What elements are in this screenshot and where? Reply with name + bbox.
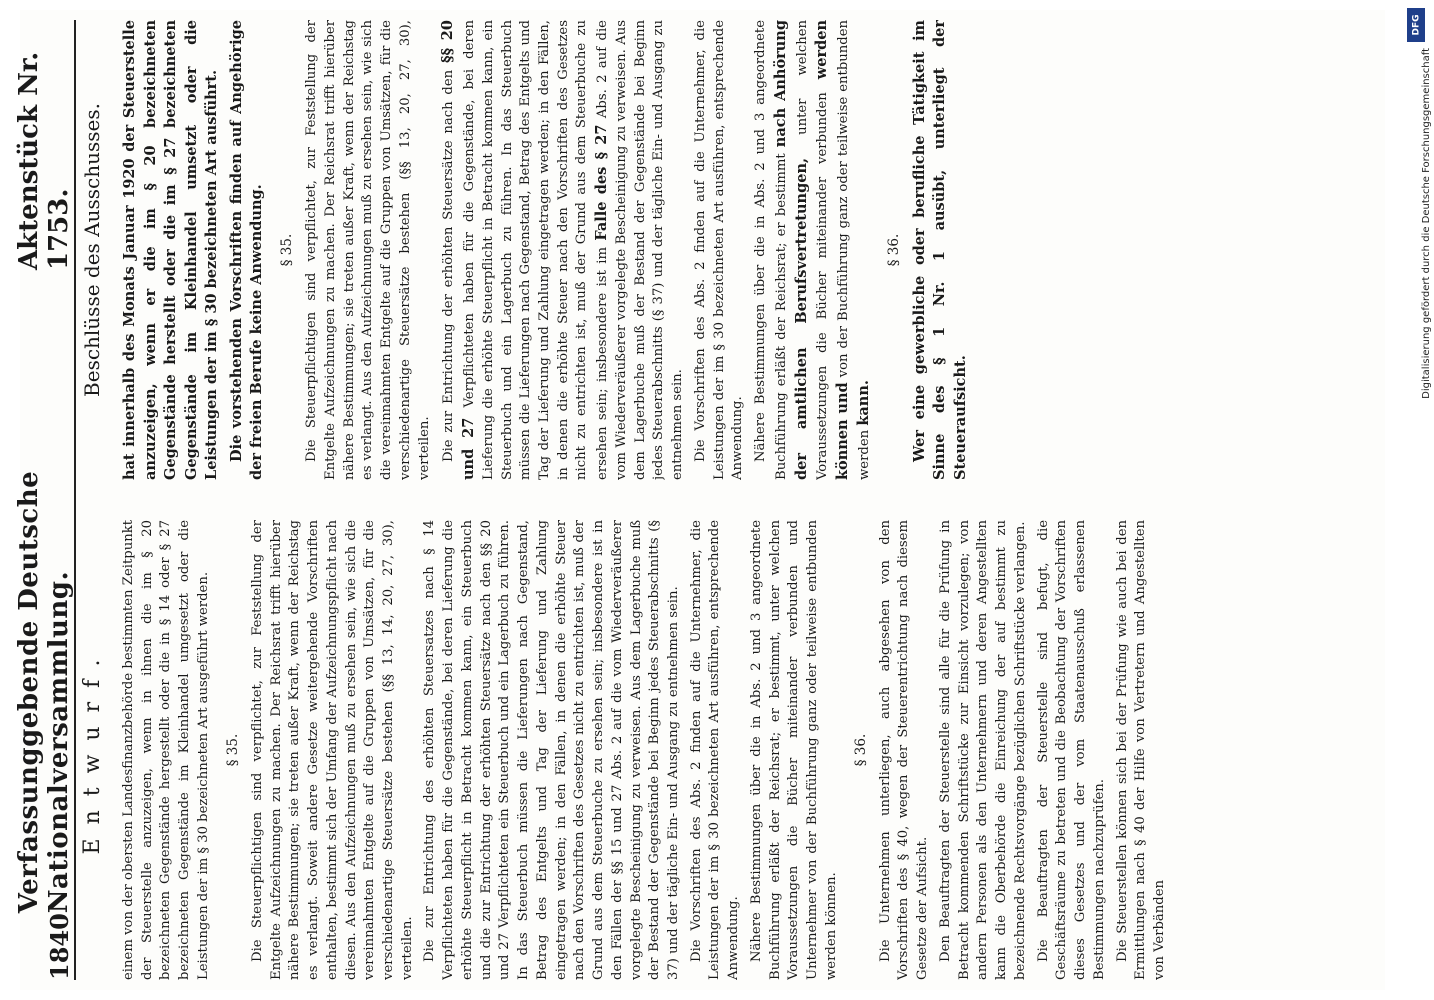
section-heading: § 35. (279, 233, 296, 267)
bold-paragraph: Wer eine gewerbliche oder berufliche Tätigkeit im Sinne des § 1 Nr. 1 ausübt, unterliegt der Steueraufsicht. (910, 20, 969, 480)
paragraph: Die Steuerstellen können sich bei der Prüfung wie auch bei den Ermittlungen nach § 40 der Hilfe von Vertretern und Angestellten von Verbänden (1114, 520, 1168, 980)
dfg-logo (1407, 8, 1425, 42)
document-page (14, 10, 1385, 990)
committee-heading: Beschlüsse des Ausschusses. (80, 103, 104, 397)
text-run: Verpflichteten haben für die Gegenstände, bei deren Lieferung die erhöhte Steuerpflicht in Betracht kommen kann, ein Steuerbuch und ein Lagerbuch zu führen. In das Steuerbuch müssen die Lieferungen nach Gegenstand, Betrag des Entgelts und Tag der Lieferung und Zahlung eingetragen werden; in den Fällen, in denen die erhöhte Steuer nach den Vorschriften des Gesetzes nicht zu entrichten ist, muß der Grund aus dem Steuerbuche zu ersehen sein; insbesondere ist im (462, 20, 611, 480)
document-number: Aktenstück Nr. 1753. (14, 51, 74, 271)
funding-sidebar (1406, 8, 1432, 992)
section-heading: § 35. (224, 733, 241, 767)
page-number: 1840 (45, 913, 74, 980)
page-header (14, 20, 76, 980)
paragraph: einem von der obersten Landesfinanzbehörde bestimmten Zeitpunkt der Steuerstelle anzuzeigen, wenn in ihnen die im § 20 bezeichneten Gegenstände hergestellt oder die in § 14 oder § 27 bezeichneten Gegenstände im Kleinhandel umgesetzt oder die Leistungen der im § 30 bezeichneten Art ausgeführt werden. (121, 520, 211, 980)
paragraph (752, 20, 874, 480)
paragraph: Die Unternehmen unterliegen, auch abgesehen von den Vorschriften des § 40, wegen der Steuerentrichtung nach diesem Gesetze der Aufsicht. (877, 520, 931, 980)
funding-note (1406, 48, 1432, 608)
paragraph: Die zur Entrichtung des erhöhten Steuersatzes nach § 14 Verpflichteten haben für die Gegenstände, bei deren Lieferung die erhöhte Steuerpflicht in Betracht kommen kann, ein Steuerbuch und die zur Entrichtung der erhöhten Steuersätze nach den §§ 20 und 27 Verpflichteten ein Steuerbuch und ein Lagerbuch zu führen. In das Steuerbuch müssen die Lieferungen nach Gegenstand, Betrag des Entgelts und Tag der Lieferung und Zahlung eingetragen werden; in den Fällen, in denen die erhöhte Steuer nach den Vorschriften des Gesetzes nicht zu entrichten ist, muß der Grund aus dem Steuerbuche zu ersehen sein; insbesondere ist in den Fällen der §§ 15 und 27 Abs. 2 auf die vom Wiederveräußerer vorgelegte Bescheinigung zu verweisen. Aus dem Lagerbuche muß der Bestand der Gegenstände bei Beginn jedes Steuerabschnitts (§ 37) und der tägliche Ein- und Ausgang zu entnehmen sein. (422, 520, 681, 980)
paragraph: Den Beauftragten der Steuerstelle sind alle für die Prüfung in Betracht kommenden Schriftstücke zur Einsicht vorzulegen; von andern Personen als den Unternehmern und deren Angestellten kann die Oberbehörde die Einreichung der auf bestimmt zu bezeichnende Rechtsvorgänge bezüglichen Schriftstücke verlangen. (937, 520, 1028, 980)
paragraph: Nähere Bestimmungen über die in Abs. 2 und 3 angeordnete Buchführung erläßt der Reichsrat; er bestimmt, unter welchen Voraussetzungen die Bücher miteinander verbunden und Unternehmer von der Buchführung ganz oder teilweise entbunden werden können. (748, 520, 839, 980)
paragraph: Die Steuerpflichtigen sind verpflichtet, zur Feststellung der Entgelte Aufzeichnungen zu machen. Der Reichsrat trifft hierüber nähere Bestimmungen; sie treten außer Kraft, wenn der Reichstag es verlangt. Soweit andere Gesetze weitergehende Vorschriften enthalten, bestimmt sich der Umfang der Aufzeichnungspflicht nach diesen. Aus den Aufzeichnungen muß zu ersehen sein, wie sich die vereinnahmten Entgelte auf die Gruppen von Umsätzen, für die verschiedenartige Steuersätze bestehen (§§ 13, 14, 20, 27, 30), verteilen. (249, 520, 415, 980)
text-run: Nähere Bestimmungen über die in Abs. 2 und 3 angeordnete Buchführung erläßt der Reichsrat; er bestimmt (753, 20, 789, 480)
draft-heading: Entwurf. (80, 645, 105, 855)
text-run: von der Buchführung ganz oder teilweise entbunden werden (836, 20, 872, 480)
bold-paragraph: hat innerhalb des Monats Januar 1920 der Steuerstelle anzuzeigen, wenn er die im § 20 bezeichneten Gegenstände herstellt oder die im § 27 bezeichneten Gegenstände im Kleinhandel umsetzt oder die Leistungen der im § 30 bezeichneten Art ausführt. (121, 20, 221, 480)
bold-text-run: nach Anhörung der amtlichen Berufsvertretungen, (771, 20, 810, 480)
paragraph: Die Steuerpflichtigen sind verpflichtet, zur Feststellung der Entgelte Aufzeichnungen zu machen. Der Reichsrat trifft hierüber nähere Bestimmungen; sie treten außer Kraft, wenn der Reichstag es verlangt. Aus den Aufzeichnungen muß zu ersehen sein, wie sich die vereinnahmten Entgelte auf die Gruppen von Umsätzen, für die verschiedenartige Steuersätze bestehen (§§ 13, 20, 27, 30), verteilen. (304, 20, 432, 480)
paragraph: Die Beauftragten der Steuerstelle sind befugt, die Geschäftsräume zu betreten und die Beobachtung der Vorschriften dieses Gesetzes und der vom Staatenausschuß erlassenen Bestimmungen nachzuprüfen. (1035, 520, 1107, 980)
bold-text-run: kann. (854, 380, 872, 426)
text-run: Abs. 2 auf die vom Wiederveräußerer vorgelegte Bescheinigung zu verweisen. Aus dem Lagerbuche muß der Bestand der Gegenstände bei Beginn jedes Steuerabschnitts (§ 37) und der tägliche Ein- und Ausgang zu entnehmen sein. (595, 20, 686, 480)
draft-column (120, 520, 1377, 980)
bold-text-run: §§ 20 und 27 (439, 20, 478, 480)
committee-column (120, 20, 1377, 480)
text-run: unter welchen Voraussetzungen die Bücher miteinander verbunden (794, 20, 831, 480)
bold-paragraph: Die vorstehenden Vorschriften finden auf Angehörige der freien Berufe keine Anwendung. (227, 20, 266, 480)
paragraph (438, 20, 688, 480)
paragraph: Die Vorschriften des Abs. 2 finden auf die Unternehmer, die Leistungen der im § 30 bezeichneten Art ausführen, entsprechende Anwendung. (688, 520, 742, 980)
page-title: Verfassunggebende Deutsche Nationalversammlung. (14, 470, 74, 914)
bold-text-run: Falle des § 27 (593, 124, 611, 241)
section-heading: § 36. (852, 733, 869, 767)
funding-note-text: Digitalisierung gefördert durch die Deutsche Forschungsgemeinschaft (1421, 48, 1432, 399)
text-columns (120, 20, 1377, 980)
section-heading: § 36. (885, 233, 902, 267)
paragraph: Die Vorschriften des Abs. 2 finden auf die Unternehmer, die Leistungen der im § 30 bezeichneten Art ausführen, entsprechende Anwendung. (692, 20, 746, 480)
bold-text-run: werden können und (813, 20, 852, 480)
text-run: Die zur Entrichtung der erhöhten Steuersätze nach den (441, 69, 457, 462)
column-headings (80, 20, 120, 980)
dfg-logo-text: DFG (1411, 14, 1422, 36)
